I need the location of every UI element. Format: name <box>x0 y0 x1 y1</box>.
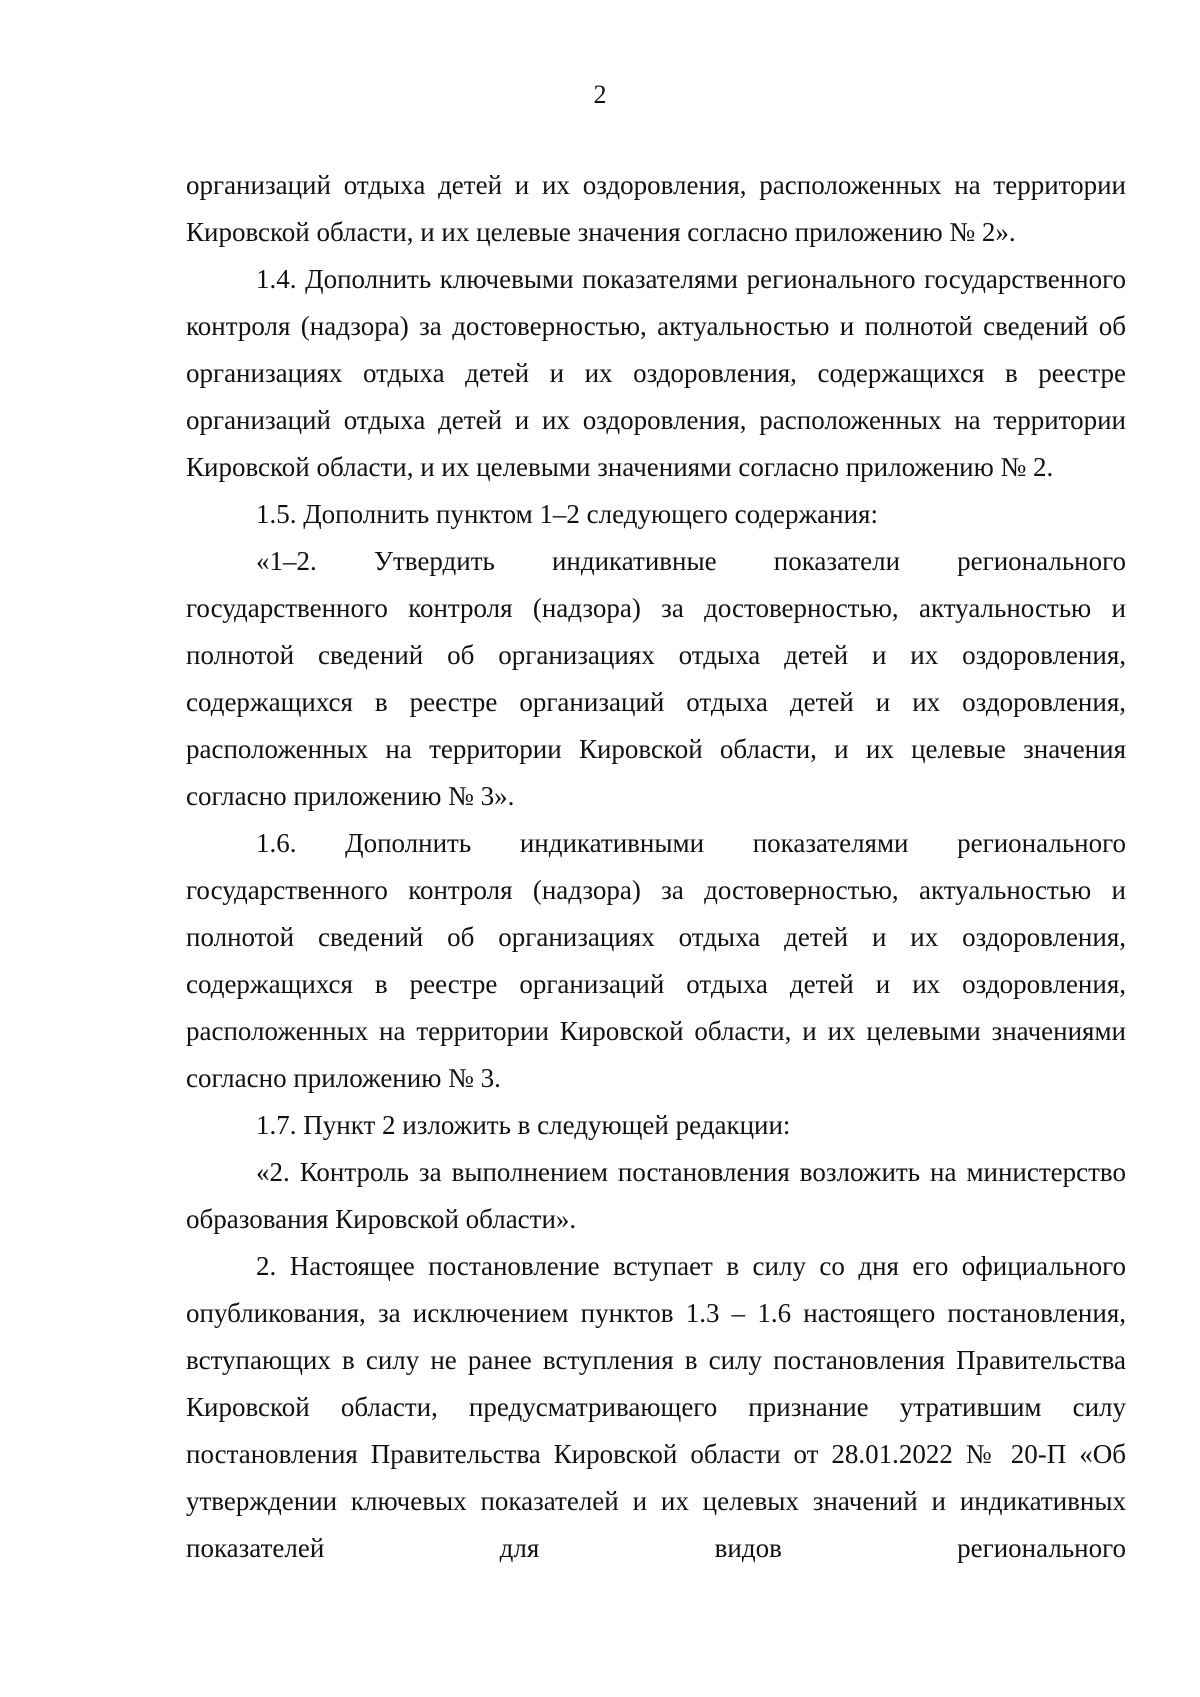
paragraph-1-7: 1.7. Пункт 2 изложить в следующей редакции: <box>256 1110 791 1140</box>
page-number: 2 <box>593 80 607 109</box>
paragraph-1-4: 1.4. Дополнить ключевыми показателями регионального государственного контроля (надзора) за достоверностью, актуальностью и полнотой сведений об организациях отдыха детей и их оздоровления, содержащихся в реестре организаций отдыха детей и их оздоровления, расположенных на территории Кировской области, и их целевыми значениями согласно приложению № 2. <box>186 264 1126 482</box>
paragraph-1-5: 1.5. Дополнить пунктом 1–2 следующего содержания: <box>256 499 878 529</box>
paragraph-continuation: организаций отдыха детей и их оздоровления, расположенных на территории Кировской области, и их целевые значения согласно приложению № 2». <box>186 170 1126 247</box>
paragraph-quote-2: «2. Контроль за выполнением постановления возложить на министерство образования Кировской области». <box>186 1157 1126 1234</box>
paragraph-quote-1-2: «1–2. Утвердить индикативные показатели регионального государственного контроля (надзора) за достоверностью, актуальностью и полнотой сведений об организациях отдыха детей и их оздоровления, содержащихся в реестре организаций отдыха детей и их оздоровления, расположенных на территории Кировской области, и их целевые значения согласно приложению № 3». <box>186 546 1126 811</box>
document-body <box>186 162 1126 1572</box>
paragraph-2: 2. Настоящее постановление вступает в силу со дня его официального опубликования, за исключением пунктов 1.3 – 1.6 настоящего постановления, вступающих в силу не ранее вступления в силу постановления Правительства Кировской области, предусматривающего признание утратившим силу постановления Правительства Кировской области от 28.01.2022 № 20-П «Об утверждении ключевых показателей и их целевых значений и индикативных показателей для видов регионального <box>186 1251 1126 1563</box>
paragraph-1-6: 1.6. Дополнить индикативными показателями регионального государственного контроля (надзора) за достоверностью, актуальностью и полнотой сведений об организациях отдыха детей и их оздоровления, содержащихся в реестре организаций отдыха детей и их оздоровления, расположенных на территории Кировской области, и их целевыми значениями согласно приложению № 3. <box>186 828 1126 1093</box>
